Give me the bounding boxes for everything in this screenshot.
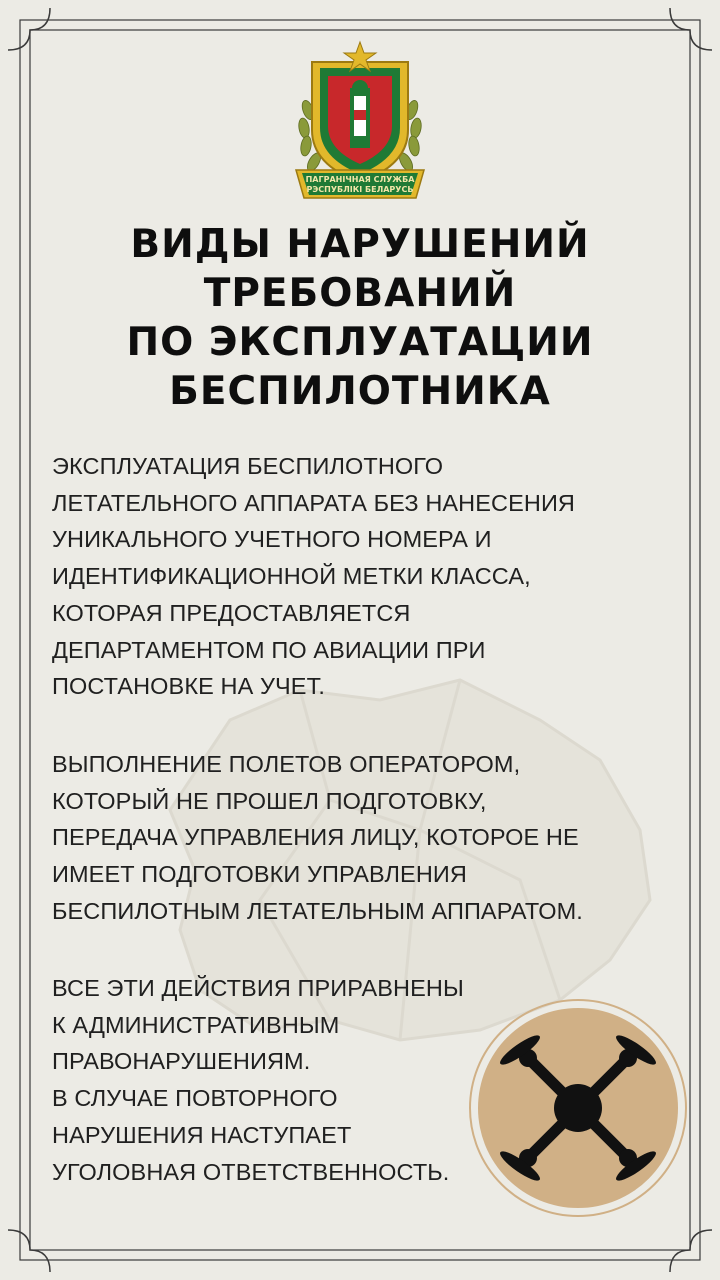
paragraph-line: НАРУШЕНИЯ НАСТУПАЕТ (52, 1121, 352, 1148)
emblem-text-line-1: ПАГРАНІЧНАЯ СЛУЖБА (305, 175, 415, 184)
emblem-text-line-2: РЭСПУБЛІКІ БЕЛАРУСЬ (306, 185, 414, 194)
paragraph-registration-violation (52, 448, 692, 705)
paragraph-line: ВСЕ ЭТИ ДЕЙСТВИЯ ПРИРАВНЕНЫ (52, 975, 464, 1001)
title-line: ТРЕБОВАНИЙ (203, 271, 517, 316)
paragraph-line: ПРАВОНАРУШЕНИЯМ. (52, 1048, 311, 1075)
paragraph-liability (52, 970, 692, 1190)
paragraph-line: ВЫПОЛНЕНИЕ ПОЛЕТОВ ОПЕРАТОРОМ, (52, 751, 521, 777)
paragraph-line: ЭКСПЛУАТАЦИЯ БЕСПИЛОТНОГО (52, 453, 444, 479)
paragraph-line: УГОЛОВНАЯ ОТВЕТСТВЕННОСТЬ. (52, 1158, 450, 1185)
paragraph-line: ИДЕНТИФИКАЦИОННОЙ МЕТКИ КЛАССА, (52, 563, 531, 590)
paragraph-line: БЕСПИЛОТНЫМ ЛЕТАТЕЛЬНЫМ АППАРАТОМ. (52, 897, 583, 924)
paragraph-line: УНИКАЛЬНОГО УЧЕТНОГО НОМЕРА И (52, 526, 492, 553)
paragraph-line: КОТОРЫЙ НЕ ПРОШЕЛ ПОДГОТОВКУ, (52, 787, 487, 814)
title-line: ВИДЫ НАРУШЕНИЙ (130, 222, 590, 267)
paragraph-line: КОТОРАЯ ПРЕДОСТАВЛЯЕТСЯ (52, 599, 411, 626)
title-line: ПО ЭКСПЛУАТАЦИИ (126, 320, 594, 365)
paragraph-line: ПЕРЕДАЧА УПРАВЛЕНИЯ ЛИЦУ, КОТОРОЕ НЕ (52, 824, 579, 851)
paragraph-line: ПОСТАНОВКЕ НА УЧЕТ. (52, 673, 326, 700)
paragraph-line: ЛЕТАТЕЛЬНОГО АППАРАТА БЕЗ НАНЕСЕНИЯ (52, 489, 576, 516)
paragraph-line: В СЛУЧАЕ ПОВТОРНОГО (52, 1085, 338, 1112)
border-service-emblem-icon (290, 40, 430, 205)
page-title (40, 220, 680, 416)
title-line: БЕСПИЛОТНИКА (169, 369, 551, 414)
paragraph-line: ДЕПАРТАМЕНТОМ ПО АВИАЦИИ ПРИ (52, 636, 486, 663)
paragraph-line: К АДМИНИСТРАТИВНЫМ (52, 1011, 340, 1038)
paragraph-line: ИМЕЕТ ПОДГОТОВКИ УПРАВЛЕНИЯ (52, 861, 467, 888)
paragraph-training-violation (52, 746, 692, 930)
